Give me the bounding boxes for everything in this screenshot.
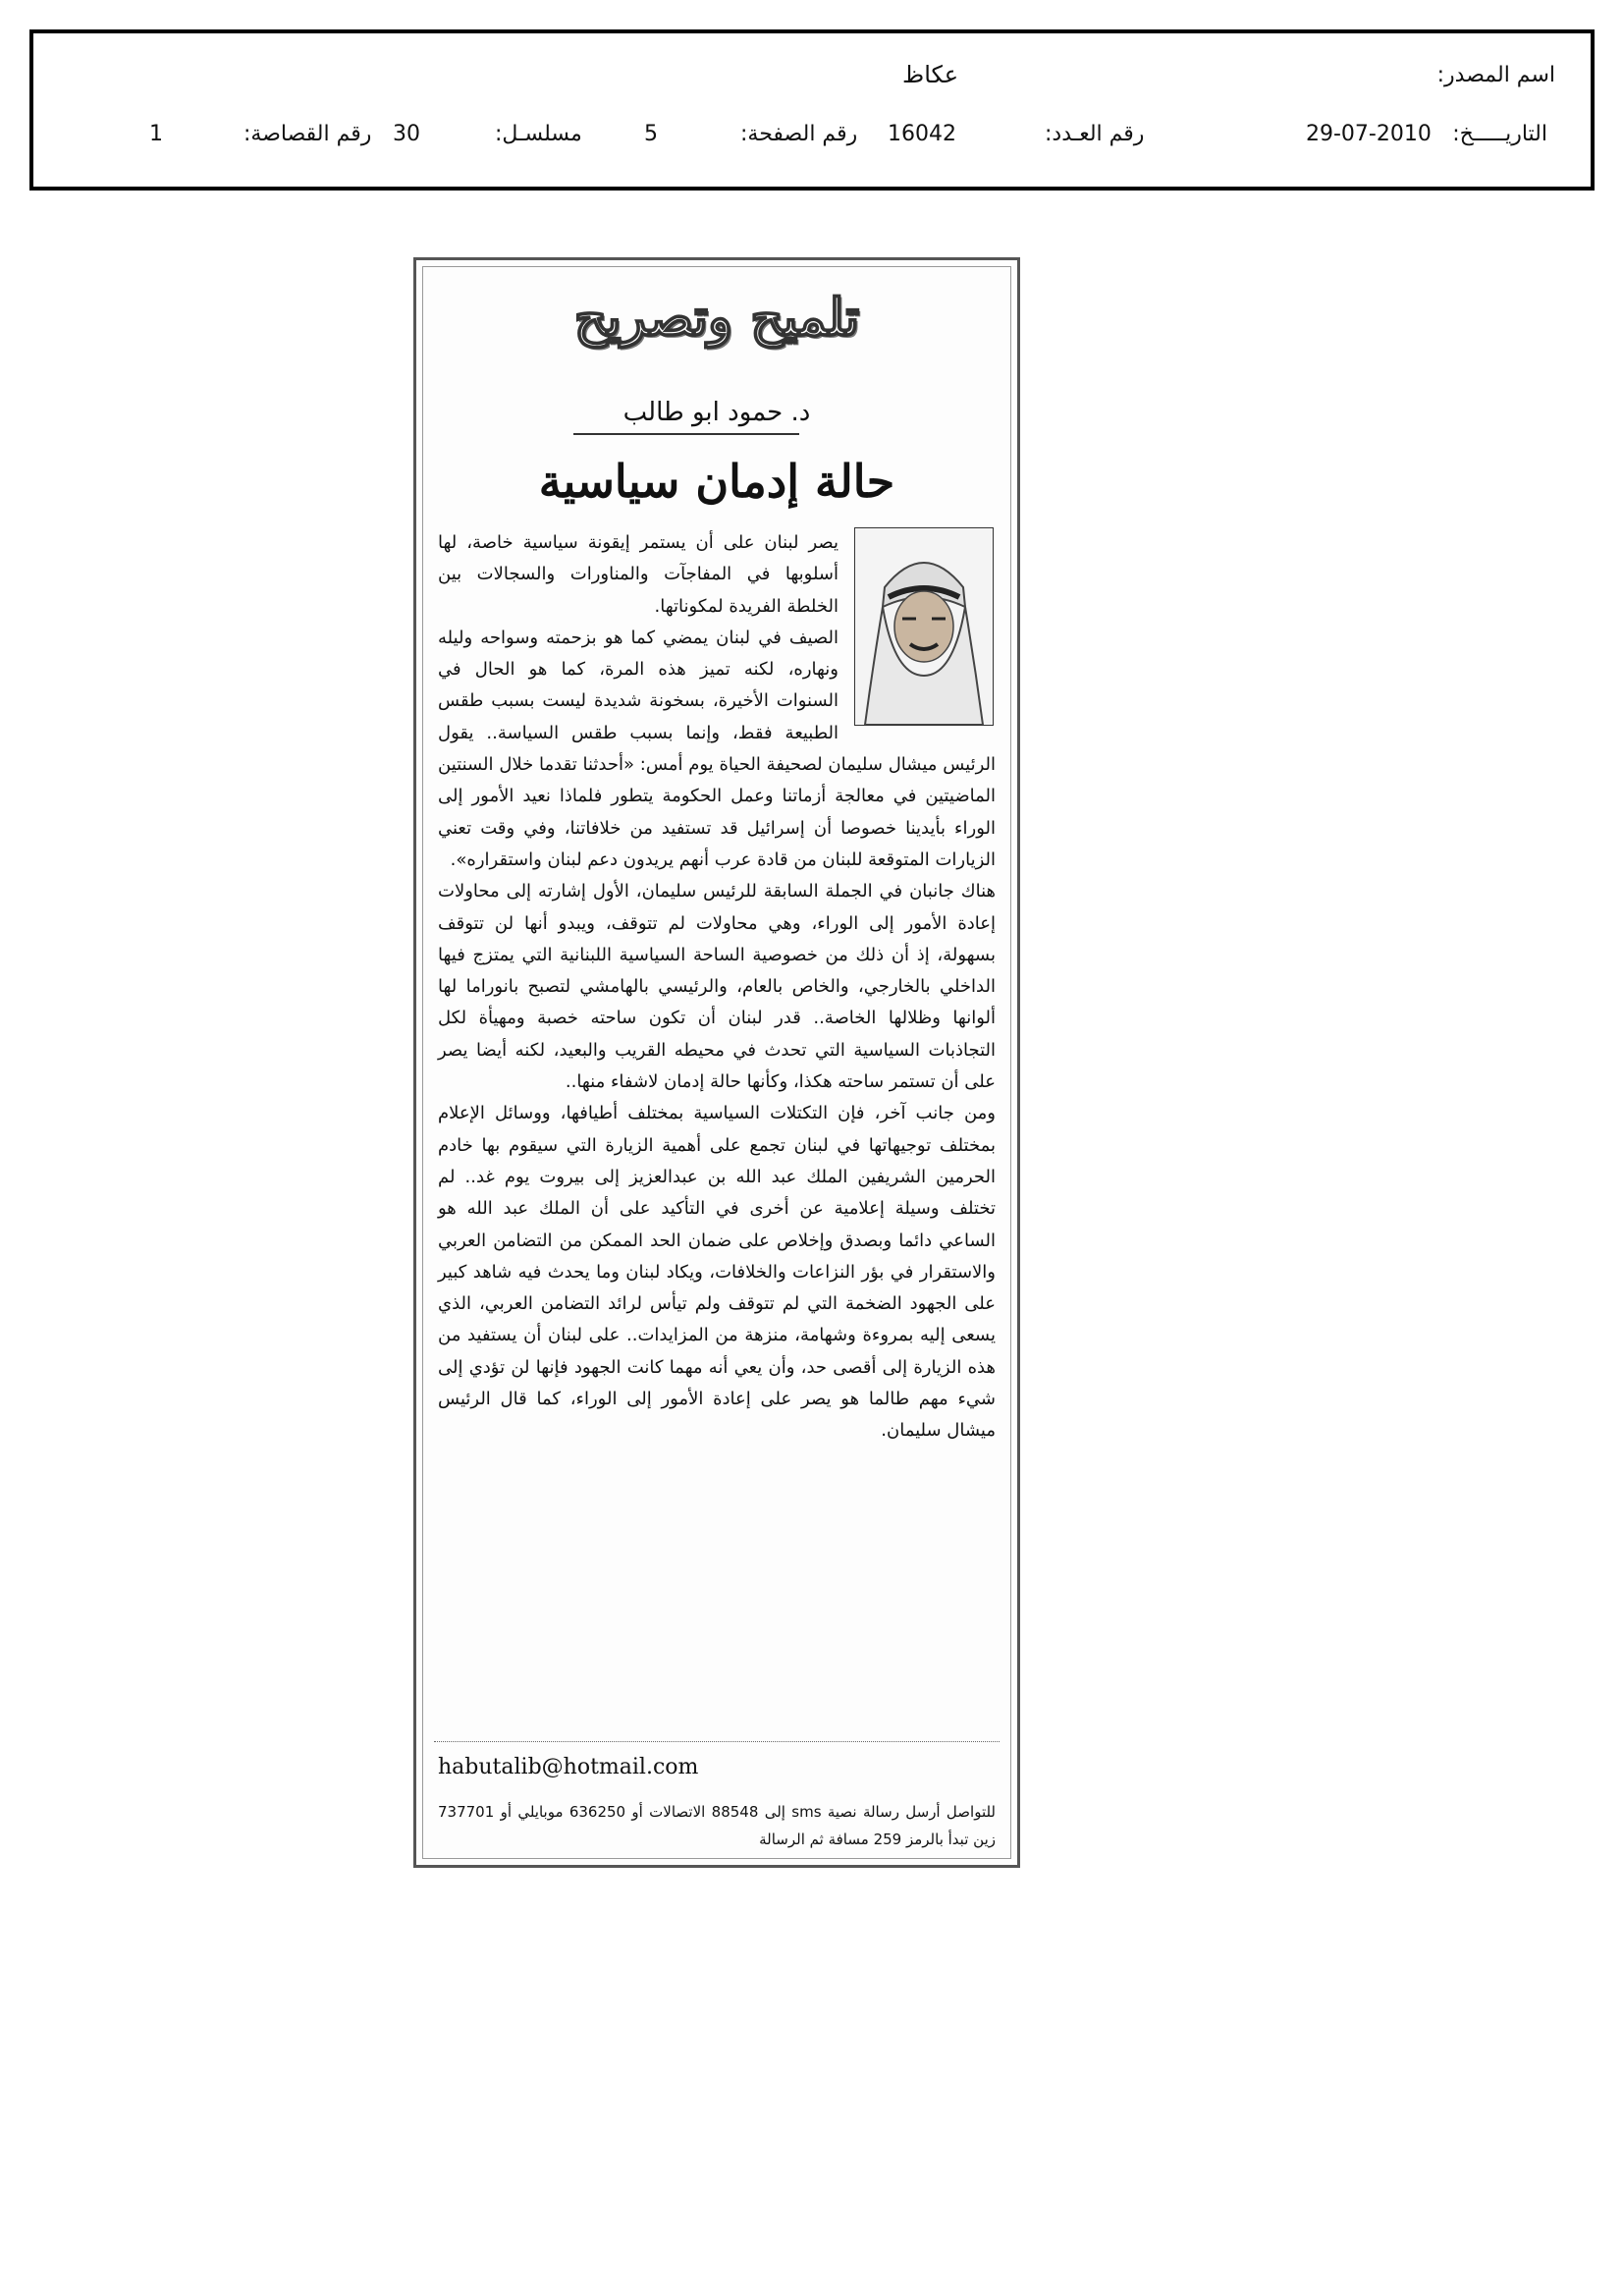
- author-email: habutalib@hotmail.com: [438, 1755, 699, 1779]
- serial-label: مسلسـل:: [495, 122, 582, 146]
- contact-note: للتواصل أرسل رسالة نصية sms إلى 88548 الاتصالات أو 636250 موبايلي أو 737701 زين تبدأ بالرمز 259 مسافة ثم الرسالة: [438, 1803, 997, 1848]
- issue-value: 16042: [888, 122, 956, 146]
- paragraph-3: هناك جانبان في الجملة السابقة للرئيس سليمان، الأول إشارته إلى محاولات إعادة الأمور إلى الوراء، وهي محاولات لم تتوقف، ويبدو أنها لن تتوقف بسهولة، إذ أن ذلك من خصوصية الساحة السياسية اللبنانية التي يمتزج فيها الداخلي بالخارجي، والخاص بالعام، والرئيسي بالهامشي لتصبح بانوراما لها ألوانها وظلالها الخاصة.. قدر لبنان أن تكون ساحته خصبة ومهيأة لكل التجاذبات السياسية التي تحدث في محيطه القريب والبعيد، لكنه أيضا يصر على أن تستمر ساحته هكذا، وكأنها حالة إدمان لاشفاء منها..: [438, 881, 996, 1093]
- paragraph-4: ومن جانب آخر، فإن التكتلات السياسية بمختلف أطيافها، ووسائل الإعلام بمختلف توجيهاتها في لبنان تجمع على أهمية الزيارة التي سيقوم بها خادم الحرمين الشريفين الملك عبد الله بن عبدالعزيز إلى بيروت يوم غد.. لم تختلف وسيلة إعلامية عن أخرى في التأكيد على أن الملك عبد الله هو الساعي دائما وبصدق وإخلاص على ضمان الحد الممكن من التضامن العربي والاستقرار في بؤر النزاعات والخلافات، ويكاد لبنان وما يحدث فيه شاهد كبير على الجهود الضخمة التي لم تتوقف ولم تيأس لرائد التضامن العربي، الذي يسعى إليه بمروءة وشهامة، منزهة من المزايدات.. على لبنان أن يستفيد من هذه الزيارة إلى أقصى حد، وأن يعي أنه مهما كانت الجهود فإنها لن تؤدي إلى شيء مهم طالما هو يصر على إعادة الأمور إلى الوراء، كما قال الرئيس ميشال سليمان.: [438, 1103, 996, 1442]
- page-value: 5: [644, 122, 658, 146]
- clipping-header: [29, 29, 1595, 191]
- footer-divider: [434, 1741, 1000, 1742]
- serial-value: 30: [393, 122, 420, 146]
- date-label: التاريـــــخ:: [1452, 122, 1547, 146]
- column-title: تلميح وتصريح: [573, 288, 860, 348]
- paragraph-2: الصيف في لبنان يمضي كما هو بزحمته وسواحه وليله ونهاره، لكنه تميز هذه المرة، كما هو الحال في السنوات الأخيرة، بسخونة شديدة ليست بسبب طقس الطبيعة فقط، وإنما بسبب طقس السياسة.. يقول الرئيس ميشال سليمان لصحيفة الحياة يوم أمس: «أحدثنا تقدما خلال السنتين الماضيتين في معالجة أزماتنا وعمل الحكومة يتطور فلماذا نعيد الأمور إلى الوراء بأيدينا خصوصا أن إسرائيل قد تستفيد من خلافاتنا، وفي وقت تعني الزيارات المتوقعة للبنان من قادة عرب أنهم يريدون دعم لبنان واستقراره».: [438, 627, 996, 870]
- photo-spacer: [850, 527, 996, 724]
- page-label: رقم الصفحة:: [740, 122, 858, 146]
- newspaper-clipping: [413, 257, 1020, 1868]
- issue-label: رقم العـدد:: [1045, 122, 1145, 146]
- paragraph-1: يصر لبنان على أن يستمر إيقونة سياسية خاصة، لها أسلوبها في المفاجآت والمناورات والسجالات بين الخلطة الفريدة لمكوناتها.: [438, 532, 839, 617]
- author-underline: [573, 433, 799, 435]
- date-value: 29-07-2010: [1306, 122, 1432, 146]
- source-value: عكاظ: [902, 61, 959, 88]
- article-body: [438, 527, 996, 1448]
- clip-label: رقم القصاصة:: [243, 122, 372, 146]
- article-headline: حالة إدمان سياسية: [538, 455, 895, 508]
- clip-value: 1: [149, 122, 163, 146]
- source-label: اسم المصدر:: [1436, 63, 1555, 87]
- author-name: د. حمود ابو طالب: [622, 398, 811, 427]
